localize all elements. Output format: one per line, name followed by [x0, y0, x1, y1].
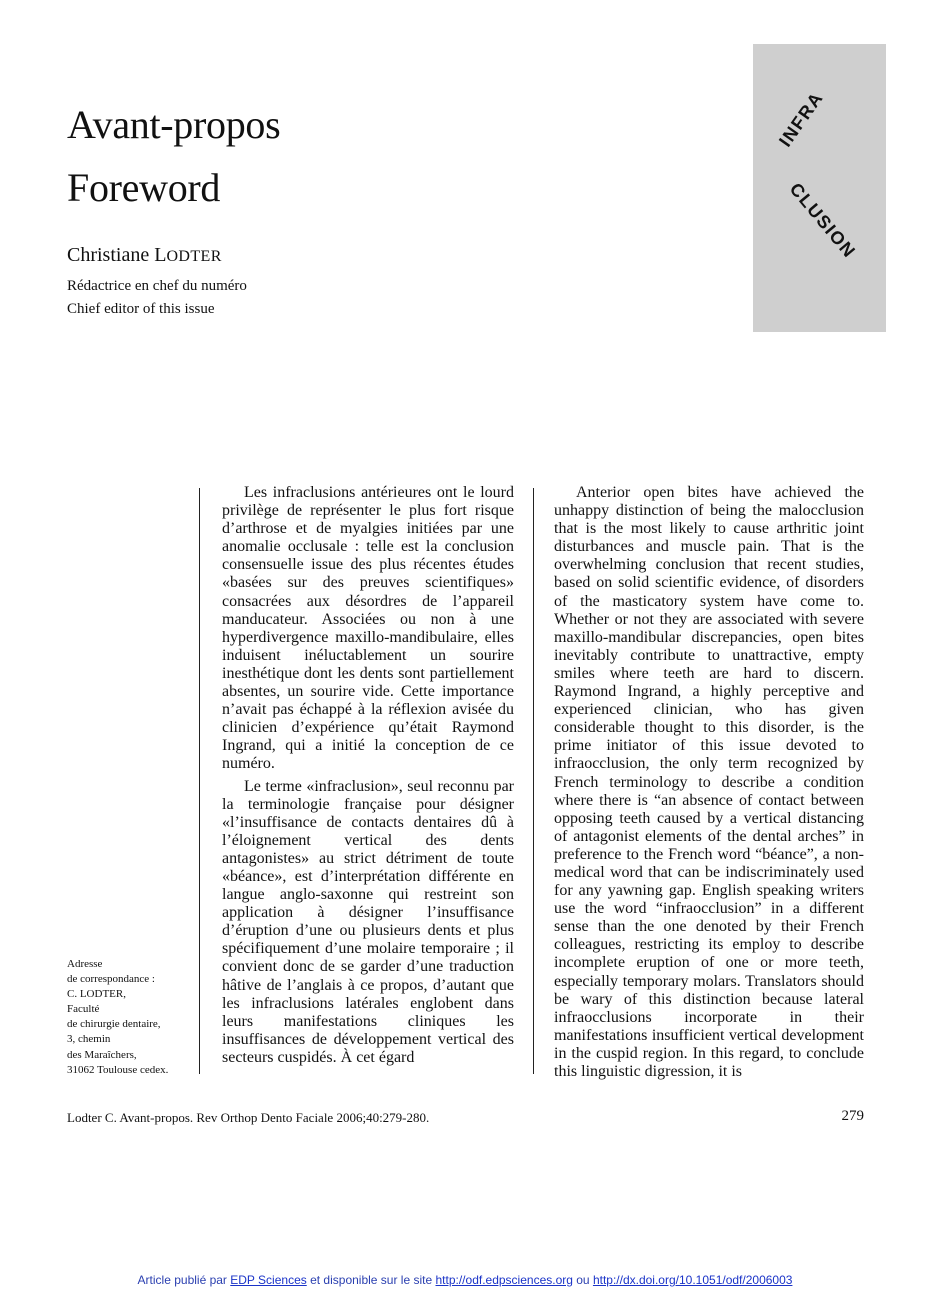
english-paragraph: Anterior open bites have achieved the unhappy distinction of being the malocclusion that is the most likely to cause arthritic joint disturbances and muscle pain. That is the overwhelming conclusion that recent studies, based on solid scientific evidence, of disorders of the masticatory system have come to. Whether or not they are associated with severe maxillo-mandibular discrepancies, open bites inevitably contribute to unattractive, empty smiles where teeth are hard to discern. Raymond Ingrand, a highly perceptive and experienced clinician, who has given considerable thought to this disorder, is the prime initiator of this issue devoted to infraocclusion, the only term recognized by French terminology to describe a condition where there is “an absence of contact between opposing teeth caused by a vertical distancing of antagonist elements of the dental arches” in preference to the French word “béance”, a non-medical word that can be indiscriminately used for any yawning gap. English speaking writers use the word “infraocclusion” in a different sense than the one denoted by their French colleagues, restricting its employ to describe incomplete eruption of one or more teeth, especially temporary molars. Translators should be wary of this distinction because lateral infraocclusions incorporate in their manifestations insufficient vertical development in the cuspid region. In this regard, to conclude this linguistic digression, it is [554, 484, 864, 1080]
publisher-notice-or: ou [572, 1273, 593, 1287]
theme-word-clusion: CLUSION [785, 179, 860, 262]
publisher-notice [0, 1273, 930, 1287]
publisher-notice-middle: et disponible sur le site [306, 1273, 436, 1287]
address-line: de chirurgie dentaire, [67, 1018, 161, 1031]
english-text-column [554, 484, 864, 1081]
article-citation: Lodter C. Avant-propos. Rev Orthop Dento Faciale 2006;40:279-280. [67, 1110, 430, 1125]
author-last-name-smallcaps: ODTER [166, 248, 222, 265]
correspondence-address [67, 957, 195, 1078]
address-line: Adresse [67, 958, 103, 970]
page-title-french: Avant-propos [67, 102, 281, 147]
french-paragraph: Les infraclusions antérieures ont le lourd privilège de représenter le plus fort risque d’arthrose et de myalgies initiées par une anomalie occlusale : telle est la conclusion consensuelle issue des plus récentes études «basées sur des preuves scientifiques» consacrées aux désordres de l’appareil manducateur. Associées ou non à une hyperdivergence maxillo-mandibulaire, elles induisent inéluctablement un sourire inesthétique dont les dents sont partiellement absentes, un sourire vide. Cette importance n’avait pas échappé à la réflexion avisée du clinicien d’expérience qu’était Raymond Ingrand, qui a initié la conception de ce numéro. [222, 484, 514, 773]
theme-word-infra: INFRA [775, 87, 828, 151]
author-first-name: Christiane [67, 244, 155, 266]
author-name [67, 243, 222, 267]
author-role-english: Chief editor of this issue [67, 301, 215, 317]
column-divider-middle [533, 488, 534, 1074]
address-line: des Maraîchers, [67, 1048, 137, 1061]
french-paragraph: Le terme «infraclusion», seul reconnu par la terminologie française pour désigner «l’insuffisance de contacts dentaires dû à l’éloignement vertical des dents antagonistes» au strict détriment de toute «béance», est d’interprétation différente en langue anglo-saxonne qui restreint son application à désigner l’insuffisance d’éruption d’une ou plusieurs dents et plus spécifiquement d’une molaire temporaire ; il convient donc de se garder d’une traduction hâtive de l’anglais à ce propos, d’autant que les infraclusions latérales englobent dans leurs manifestations cliniques les insuffisances de développement vertical des secteurs cuspidés. À cet égard [222, 777, 514, 1066]
publisher-link[interactable]: EDP Sciences [230, 1273, 307, 1287]
address-line: 31062 Toulouse cedex. [67, 1063, 169, 1076]
french-text-column [222, 484, 514, 1067]
author-role-french: Rédactrice en chef du numéro [67, 278, 247, 294]
address-line: C. LODTER, [67, 988, 126, 1001]
doi-link[interactable]: http://dx.doi.org/10.1051/odf/2006003 [592, 1273, 793, 1287]
journal-site-link[interactable]: http://odf.edpsciences.org [435, 1273, 573, 1287]
address-line: de correspondance : [67, 973, 155, 986]
column-divider-left [199, 488, 200, 1074]
issue-theme-box [753, 44, 886, 332]
page-number: 279 [841, 1108, 864, 1124]
address-line: 3, chemin [67, 1033, 111, 1046]
page-title-english: Foreword [67, 165, 221, 210]
author-last-initial: L [154, 244, 167, 266]
address-line: Faculté [67, 1003, 100, 1016]
publisher-notice-prefix: Article publié par [137, 1273, 231, 1287]
